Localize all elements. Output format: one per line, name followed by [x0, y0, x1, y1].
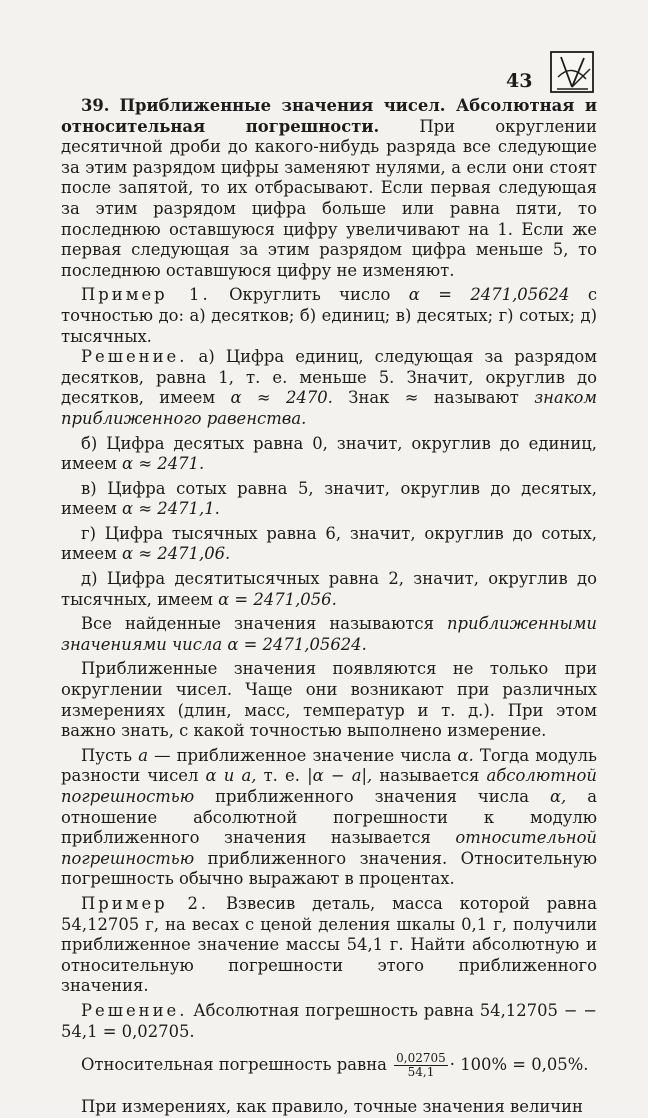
- solution-a-text-2: Знак ≈ называют: [348, 388, 519, 408]
- example-1-statement: [61, 285, 597, 347]
- relative-error-result: · 100% = 0,05%.: [449, 1055, 589, 1075]
- section-paragraph: [61, 96, 597, 281]
- solution-b-expr: α ≈ 2471.: [122, 454, 205, 474]
- example-2-text: Взвесив деталь, масса которой равна 54,12705 г, на весах с ценой деления шкалы 0,1 г, получили приближенное значение массы 54,1 г. Найти абсолютную и относительную погрешности этого приближенного значения.: [61, 893, 597, 996]
- def-text-g: а отношение абсолютной погрешности к модулю приближенного значения называется: [61, 787, 597, 848]
- solution-2-label: Решение.: [81, 1000, 188, 1020]
- def-text-a: Пусть: [81, 745, 133, 765]
- def-text-d: т. е.: [263, 766, 300, 786]
- example-1-text-b: с точностью до: а) десятков; б) единиц; в) десятых; г) сотых; д) тысячных.: [61, 285, 597, 346]
- solution-e-expr: α = 2471,056.: [218, 589, 337, 609]
- solution-d: [61, 524, 597, 565]
- relative-error-term: относительной погрешностью: [61, 828, 597, 868]
- fraction-denominator: 54,1: [407, 1065, 435, 1080]
- definition-paragraph: [61, 746, 597, 890]
- section-intro: При округлении десятичной дроби до какого-нибудь разряда все следующие за этим разрядом цифры заменяют нулями, а если они стоят после запятой, то их отбрасывают. Если первая следующая за этим разрядом цифра больше или равна пяти, то последнюю оставшуюся цифру увеличивают на 1. Если же первая следующая за этим разрядом цифра меньше 5, то последнюю оставшуюся цифру не изменяют.: [61, 116, 597, 280]
- example-1-text-a: Округлить число: [229, 285, 391, 305]
- def-text-h: приближенного значения. Относительную погрешность обычно выражают в процентах.: [61, 848, 597, 889]
- page-number: 43: [506, 70, 533, 92]
- relative-error-text: Относительная погрешность равна: [81, 1055, 387, 1075]
- example-2-statement: [61, 894, 597, 997]
- example-1-expr: α = 2471,05624: [408, 285, 570, 305]
- solution-d-expr: α ≈ 2471,06.: [122, 544, 231, 564]
- summary-expr: α = 2471,05624.: [227, 634, 367, 654]
- solution-e: [61, 569, 597, 610]
- summary-text: Все найденные значения называются: [81, 614, 434, 634]
- solution-a-expr: α ≈ 2470.: [230, 388, 333, 408]
- solution-c: [61, 479, 597, 520]
- absolute-error-term: абсолютной погрешностью: [61, 766, 597, 806]
- solution-1-label: Решение.: [81, 347, 188, 367]
- example-1-label: Пример 1.: [81, 285, 211, 305]
- solution-b-text: б) Цифра десятых равна 0, значит, округлив до единиц, имеем: [61, 433, 597, 474]
- section-number: 39.: [81, 96, 110, 115]
- def-text-b: — приближенное значение числа: [154, 745, 452, 765]
- section-title: Приближенные значения чисел. Абсолютная и относительная погрешности.: [61, 96, 597, 136]
- solution-a: [61, 347, 597, 429]
- final-line: При измерениях, как правило, точные значения величин: [81, 1097, 583, 1117]
- solution-c-text: в) Цифра сотых равна 5, значит, округлив до десятых, имеем: [61, 478, 597, 519]
- approx-equality-term: знаком приближенного равенства.: [61, 388, 597, 428]
- def-var-alpha: α.: [457, 745, 474, 765]
- solution-c-expr: α ≈ 2471,1.: [122, 499, 220, 519]
- example-2-label: Пример 2.: [81, 893, 210, 913]
- page-content: [61, 96, 597, 1118]
- def-pair: α и a,: [205, 766, 257, 786]
- approx-values-term: приближенными значениями числа: [61, 614, 597, 654]
- example-1-summary: [61, 614, 597, 655]
- solution-d-text: г) Цифра тысячных равна 6, значит, округлив до сотых, имеем: [61, 523, 597, 564]
- relative-error-fraction: [394, 1052, 448, 1079]
- pencil-compass-icon: [548, 49, 596, 95]
- def-var-alpha-2: α,: [549, 787, 567, 806]
- def-text-c: Тогда модуль разности чисел: [61, 745, 597, 786]
- relative-error-line: [61, 1052, 597, 1079]
- fraction-numerator: 0,02705: [396, 1051, 446, 1066]
- def-text-f: приближенного значения числа: [215, 787, 530, 806]
- example-2-solution: [61, 1001, 597, 1042]
- approx-values-paragraph: Приближенные значения появляются не только при округлении чисел. Чаще они возникают при различных измерениях (длин, масс, температур и т. д.). При этом важно знать, с какой точностью выполнено измерение.: [61, 659, 597, 741]
- def-modulus: |α − a|,: [307, 766, 373, 786]
- def-var-a: a: [138, 745, 148, 765]
- solution-b: [61, 434, 597, 475]
- solution-e-text: д) Цифра десятитысячных равна 2, значит, округлив до тысячных, имеем: [61, 569, 597, 609]
- def-text-e: называется: [379, 766, 480, 786]
- solution-2-text: Абсолютная погрешность равна 54,12705 − − 54,1 = 0,02705.: [61, 1000, 597, 1041]
- solution-a-text: а) Цифра единиц, следующая за разрядом десятков, равна 1, т. е. меньше 5. Значит, округлив до десятков, имеем: [61, 347, 597, 408]
